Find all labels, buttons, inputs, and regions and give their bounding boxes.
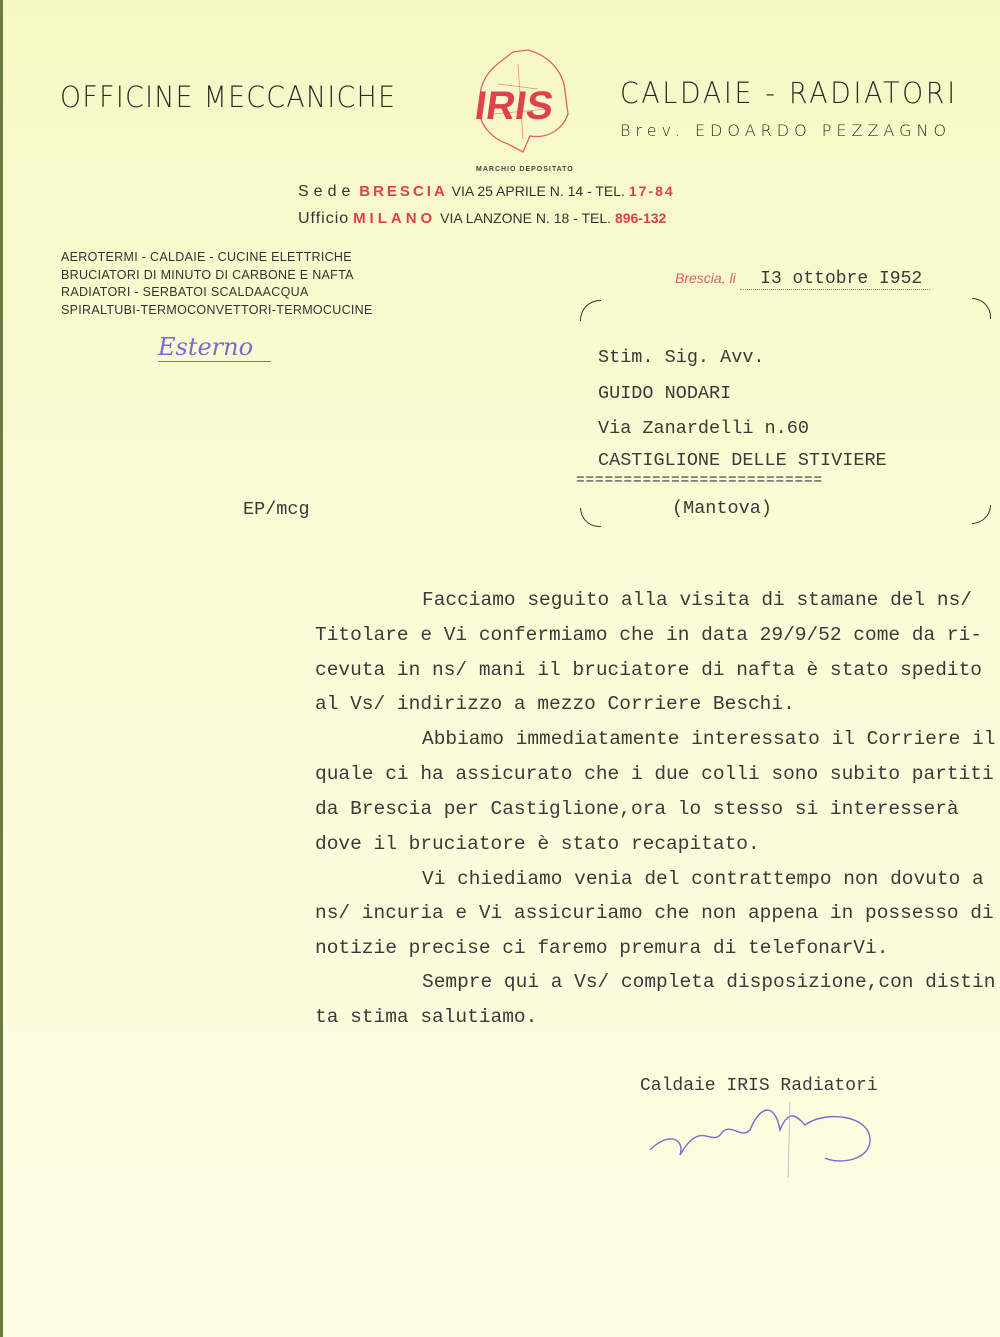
product-line: SPIRALTUBI-TERMOCONVETTORI-TERMOCUCINE — [61, 302, 373, 317]
product-line: BRUCIATORI DI MINUTO DI CARBONE E NAFTA — [61, 267, 354, 282]
product-line: RADIATORI - SERBATOI SCALDAACQUA — [61, 285, 309, 299]
body-line: da Brescia per Castiglione,ora lo stesso si interesserà — [315, 798, 959, 820]
body-line: quale ci ha assicurato che i due colli sono subito partiti — [315, 763, 994, 785]
body-line: al Vs/ indirizzo a mezzo Corriere Beschi. — [315, 693, 795, 715]
date-line — [675, 268, 930, 290]
recipient-city: CASTIGLIONE DELLE STIVIERE — [598, 450, 887, 471]
body-line: notizie precise ci faremo premura di telefonarVi. — [315, 937, 889, 959]
office-label: Ufficio — [298, 210, 350, 227]
iris-logo — [468, 44, 578, 156]
date-value: I3 ottobre I952 — [740, 269, 930, 290]
recipient-street: Via Zanardelli n.60 — [598, 418, 809, 439]
product-line: AEROTERMI - CALDAIE - CUCINE ELETTRICHE — [61, 250, 352, 264]
product-list — [61, 249, 373, 319]
office-address: VIA 25 APRILE N. 14 - TEL. — [451, 183, 625, 199]
left-title: OFFICINE MECCANICHE — [60, 80, 397, 114]
office-phone: 896-132 — [614, 210, 667, 226]
body-line: Facciamo seguito alla visita di stamane del ns/ — [422, 589, 972, 611]
logo-text: IRIS — [472, 83, 557, 128]
handwritten-signature — [640, 1100, 880, 1180]
recipient-city-underline: ========================== — [576, 473, 824, 489]
date-prefix: Brescia, li — [675, 270, 736, 286]
signature-block: Caldaie IRIS Radiatori — [640, 1076, 878, 1096]
body-line: Abbiamo immediatamente interessato il Corriere il — [422, 728, 996, 750]
body-line: Sempre qui a Vs/ completa disposizione,con distin — [422, 971, 996, 993]
recipient-title: Stim. Sig. Avv. — [598, 347, 765, 368]
body-line: ta stima salutiamo. — [315, 1006, 538, 1028]
office-milano — [298, 210, 666, 228]
address-bracket-tr — [972, 298, 991, 319]
office-address: VIA LANZONE N. 18 - TEL. — [440, 210, 612, 226]
address-bracket-br — [972, 505, 991, 524]
handwritten-note: Esterno — [158, 333, 271, 362]
body-line: dove il bruciatore è stato recapitato. — [315, 833, 760, 855]
body-line: ns/ incuria e Vi assicuriamo che non appena in possesso di — [315, 902, 994, 924]
body-line: cevuta in ns/ mani il bruciatore di nafta è stato spedito — [315, 659, 983, 681]
right-title: CALDAIE - RADIATORI — [620, 76, 958, 110]
trademark-note: MARCHIO DEPOSITATO — [476, 166, 574, 173]
office-brescia — [298, 183, 675, 201]
address-bracket-tl — [580, 300, 601, 321]
office-label: Sede — [298, 183, 356, 200]
patent: Brev. EDOARDO PEZZAGNO — [620, 121, 952, 140]
page-edge — [0, 0, 3, 1337]
body-line: Titolare e Vi confermiamo che in data 29/9/52 come da ri- — [315, 624, 983, 646]
address-bracket-bl — [580, 508, 601, 527]
body-line: Vi chiediamo venia del contrattempo non dovuto a — [422, 868, 984, 890]
reference-code: EP/mcg — [243, 499, 310, 520]
office-city: BRESCIA — [359, 183, 448, 200]
office-phone: 17-84 — [628, 183, 675, 199]
recipient-name: GUIDO NODARI — [598, 383, 732, 404]
office-city: MILANO — [353, 210, 437, 227]
recipient-province: (Mantova) — [672, 498, 772, 519]
